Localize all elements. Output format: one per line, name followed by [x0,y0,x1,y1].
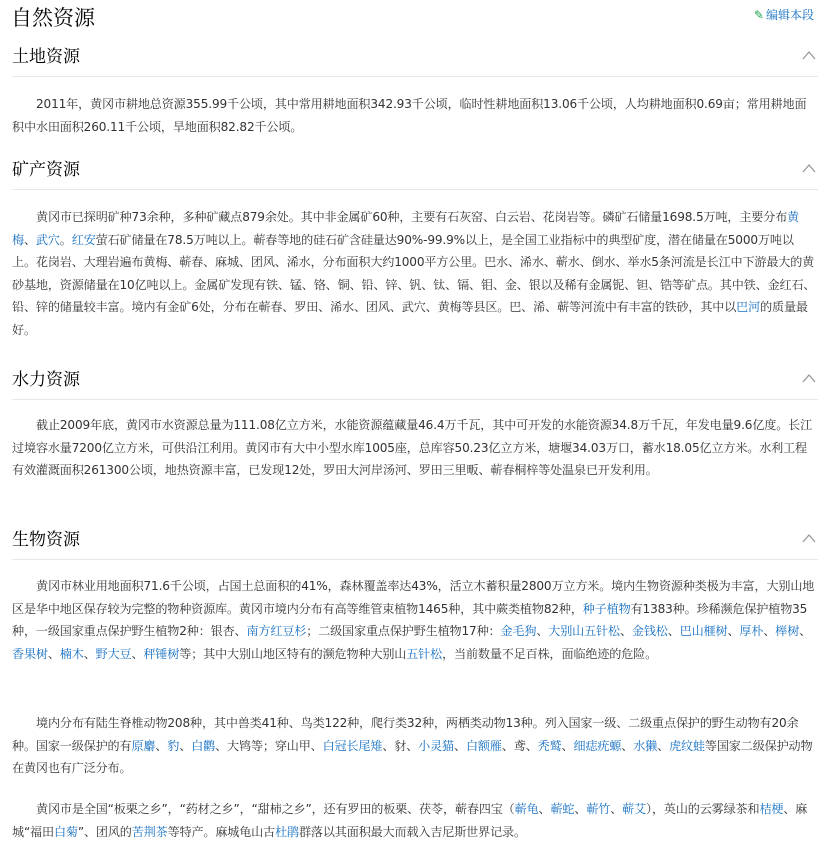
inline-link[interactable]: 红安 [71,232,96,247]
text-run: 等国家二级保护动物在黄冈也有广泛分布。 [12,738,813,775]
inline-link[interactable]: 白额雁 [465,738,502,753]
section-divider [12,559,818,560]
inline-link[interactable]: 五针松 [406,646,443,661]
section-divider [12,76,818,77]
inline-link[interactable]: 秤锤树 [143,646,180,661]
inline-link[interactable]: 金毛狗 [500,624,537,638]
text-run: ），英山的云雾绿茶和 [646,802,760,816]
inline-link[interactable]: 大别山五针松 [548,624,620,638]
edit-section-label: 编辑本段 [765,8,814,22]
paragraph [12,414,816,482]
text-run: 、 [561,738,574,753]
text-run: 黄冈市林业用地面积71.6千公顷，占国土总面积的41%，森林覆盖率达43%，活立木蓄积量2800万立方米。境内生物资源种类极为丰富，大别山地区是华中地区保存较为完整的物种资源库。黄冈市境内分布有高等维管束植物1465种，其中蕨类植物82种， [12,579,815,616]
inline-link[interactable]: 细痣疣螈 [573,738,622,753]
paragraph [12,93,816,138]
inline-link[interactable]: 蕲竹 [586,802,611,816]
text-run: 、 [619,624,632,638]
text-run: 境内分布有陆生脊椎动物208种，其中兽类41种、鸟类122种，爬行类32种，两栖类动物13种。列入国家一级、二级重点保护的野生动物有20余种。国家一级保护的有 [12,716,799,753]
text-run: ；二级国家重点保护野生植物17种： [306,624,501,638]
chevron-up-icon[interactable] [802,373,816,383]
text-run: 、 [155,738,168,753]
text-run: 2011年，黄冈市耕地总资源355.99千公顷，其中常用耕地面积342.93千公顷，临时性耕地面积13.06千公顷，人均耕地面积0.69亩；常用耕地面积中水田面积260.11千公顷，旱地面积82.82千公顷。 [12,97,807,134]
text-run: 、 [538,802,551,816]
inline-link[interactable]: 武穴 [35,232,60,247]
section-title: 生物资源 [12,530,80,550]
text-run: ，当前数量不足百株，面临绝迹的危险。 [442,646,658,661]
inline-link[interactable]: 秃鹫 [537,738,562,753]
text-run: 、 [621,738,634,753]
inline-link[interactable]: 小灵猫 [418,738,455,753]
text-run: ”、团风的 [77,824,132,839]
text-run: 、 [131,646,144,661]
edit-section-link[interactable] [754,7,814,23]
inline-link[interactable]: 原麝 [131,738,156,753]
text-run: 、 [83,646,96,661]
chevron-up-icon[interactable] [802,533,816,543]
chevron-up-icon[interactable] [802,50,816,60]
inline-link[interactable]: 蕲龟 [514,802,539,816]
section-header-water [0,364,828,398]
inline-link[interactable]: 厚朴 [739,624,764,638]
inline-link[interactable]: 白鹳 [191,738,216,753]
inline-link[interactable]: 金钱松 [631,624,668,638]
inline-link[interactable]: 虎纹蛙 [669,738,705,753]
text-run: 、 [799,624,812,638]
inline-link[interactable]: 野大豆 [95,646,132,661]
paragraph [12,712,816,780]
paragraph [12,575,816,665]
inline-link[interactable]: 豹 [167,738,180,753]
text-run: 、 [454,738,466,753]
inline-link[interactable]: 香果树 [12,646,48,661]
text-run: 、 [727,624,740,638]
section-header-minerals [0,154,828,188]
text-run: 、 [536,624,549,638]
text-run: 、 [610,802,623,816]
inline-link[interactable]: 白菊 [53,824,78,839]
pencil-icon: ✎ [753,8,764,22]
chevron-up-icon[interactable] [802,163,816,173]
text-run: 黄冈市是全国“板栗之乡”，“药材之乡”，“甜柿之乡”，还有罗田的板栗、茯苓，蕲春四宝（ [36,802,515,816]
text-run: 、 [667,624,680,638]
section-title: 土地资源 [12,47,80,67]
inline-link[interactable]: 榉树 [775,624,800,638]
text-run: 、鸢、 [501,738,538,753]
text-run: 、 [574,802,587,816]
text-run: 。 [59,232,72,247]
section-title: 矿产资源 [12,160,80,180]
text-run: 、 [23,232,36,247]
section-header-land [0,41,828,75]
inline-link[interactable]: 蕲蛇 [550,802,575,816]
inline-link[interactable]: 白冠长尾雉 [322,738,383,753]
text-run: 的质量最好。 [12,300,808,337]
text-run: 黄冈市已探明矿种73余种，多种矿藏点879余处。其中非金属矿60种，主要有石灰窑、白云岩、花岗岩等。磷矿石储量1698.5万吨，主要分布 [36,210,788,224]
text-run: 、 [763,624,776,638]
paragraph [12,206,816,341]
text-run: 等；其中大别山地区特有的濒危物种大别山 [179,646,407,661]
text-run: 截止2009年底，黄冈市水资源总量为111.08亿立方米，水能资源蕴藏量46.4万千瓦，其中可开发的水能资源34.8万千瓦，年发电量9.6亿度。长江过境容水量7200亿立方米，可供沿江利用。黄冈市有大中小型水库1005座，总库容50.23亿立方米，塘堰34.03万口，蓄水18.05亿立方米。水利工程有效灌溉面积261300公顷，地热资源丰富，已发现12处，罗田大河岸汤河、罗田三里畈、蕲春桐梓等处温泉已开发利用。 [12,418,813,477]
inline-link[interactable]: 巴河 [736,300,761,314]
section-divider [12,189,818,190]
section-header-biology [0,524,828,558]
inline-link[interactable]: 水獭 [633,738,658,753]
text-run: 、 [657,738,670,753]
inline-link[interactable]: 桔梗 [759,802,784,816]
text-run: 萤石矿储量在78.5万吨以上。蕲春等地的硅石矿含硅量达90%-99.9%以上，是全国工业指标中的典型矿度，潜在储量在5000万吨以上。花岗岩、大理岩遍布黄梅、蕲春、麻城、团风、浠水，分布面积大约1000平方公里。巴水、浠水、蕲水、倒水、举水5条河流是长江中下游最大的黄砂基地，资源储量在10亿吨以上。金属矿发现有铁、锰、铬、铜、铅、锌、钒、钛、镉、钼、金、银以及稀有金属铌、钽、锆等矿点。其中铁、金红石、铅、锌的储量较丰富。境内有金矿6处，分布在蕲春、罗田、浠水、团风、武穴、黄梅等县区。巴、浠、蕲等河流中有丰富的铁砂，其中以 [12,232,816,314]
text-run: 等特产。麻城龟山古 [167,824,276,839]
text-run: 、麻城“福田 [12,802,808,839]
inline-link[interactable]: 苦荆茶 [131,824,168,839]
inline-link[interactable]: 杜鹃 [275,824,299,839]
inline-link[interactable]: 楠木 [59,646,84,661]
inline-link[interactable]: 巴山榧树 [679,624,728,638]
section-title: 水力资源 [12,370,80,390]
inline-link[interactable]: 种子植物 [582,601,631,616]
inline-link[interactable]: 黄梅 [12,210,800,247]
text-run: 、豺、 [382,738,419,753]
inline-link[interactable]: 南方红豆杉 [246,624,307,638]
text-run: 、 [47,646,60,661]
inline-link[interactable]: 蕲艾 [622,802,647,816]
text-run: 、大鸨等；穿山甲、 [215,738,323,753]
section-divider [12,399,818,400]
text-run: 群落以其面积最大而载入吉尼斯世界记录。 [298,824,526,839]
page-title: 自然资源 [11,6,95,30]
paragraph [12,798,816,843]
text-run: 有1383种。珍稀濒危保护植物35种，一级国家重点保护野生植物2种：银杏、 [12,601,808,638]
text-run: 、 [179,738,192,753]
